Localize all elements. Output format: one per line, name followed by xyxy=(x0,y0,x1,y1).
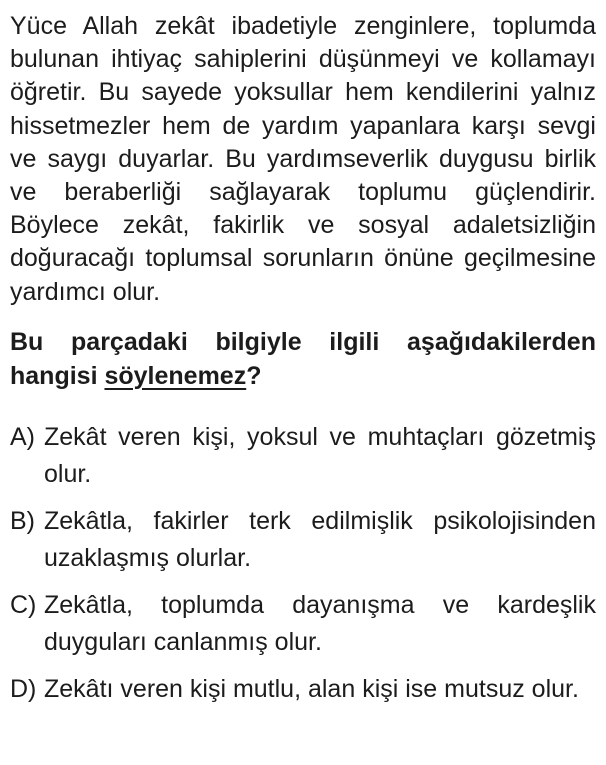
passage-text: Yüce Allah zekât ibadetiyle zenginlere, toplumda bulunan ihtiyaç sahiplerini düşünmeyi ve kollamayı öğretir. Bu sayede yoksullar hem kendilerini yalnız hissetmezler hem de yardım yapanlara karşı sevgi ve saygı duyarlar. Bu yardımseverlik duygusu birlik ve beraberliği sağlayarak toplumu güçlendirir. Böylece zekât, fakirlik ve sosyal adaletsizliğin doğuracağı toplumsal sorunların önüne geçilmesine yardımcı olur. xyxy=(10,12,596,306)
option-a[interactable] xyxy=(10,419,596,493)
question-page xyxy=(10,0,596,718)
option-b-letter: B) xyxy=(10,506,35,535)
question-mark: ? xyxy=(246,361,262,390)
option-d-letter: D) xyxy=(10,674,37,703)
option-a-letter: A) xyxy=(10,422,35,451)
question-underlined-word: söylenemez xyxy=(104,361,247,390)
question-stem xyxy=(10,325,596,393)
option-b-text: Zekâtla, fakirler terk edilmişlik psikolojisinden uzaklaşmış olurlar. xyxy=(44,506,596,572)
option-d-text: Zekâtı veren kişi mutlu, alan kişi ise mutsuz olur. xyxy=(44,674,579,703)
option-c-text: Zekâtla, toplumda dayanışma ve kardeşlik duyguları canlanmış olur. xyxy=(44,590,596,656)
answer-options xyxy=(10,419,596,708)
option-a-text: Zekât veren kişi, yoksul ve muhtaçları gözetmiş olur. xyxy=(44,422,596,488)
question-text: Bu parçadaki bilgiyle ilgili aşağıdakilerden hangisi xyxy=(10,327,596,390)
option-c[interactable] xyxy=(10,587,596,661)
option-d[interactable] xyxy=(10,671,596,708)
option-c-letter: C) xyxy=(10,590,37,619)
option-b[interactable] xyxy=(10,503,596,577)
